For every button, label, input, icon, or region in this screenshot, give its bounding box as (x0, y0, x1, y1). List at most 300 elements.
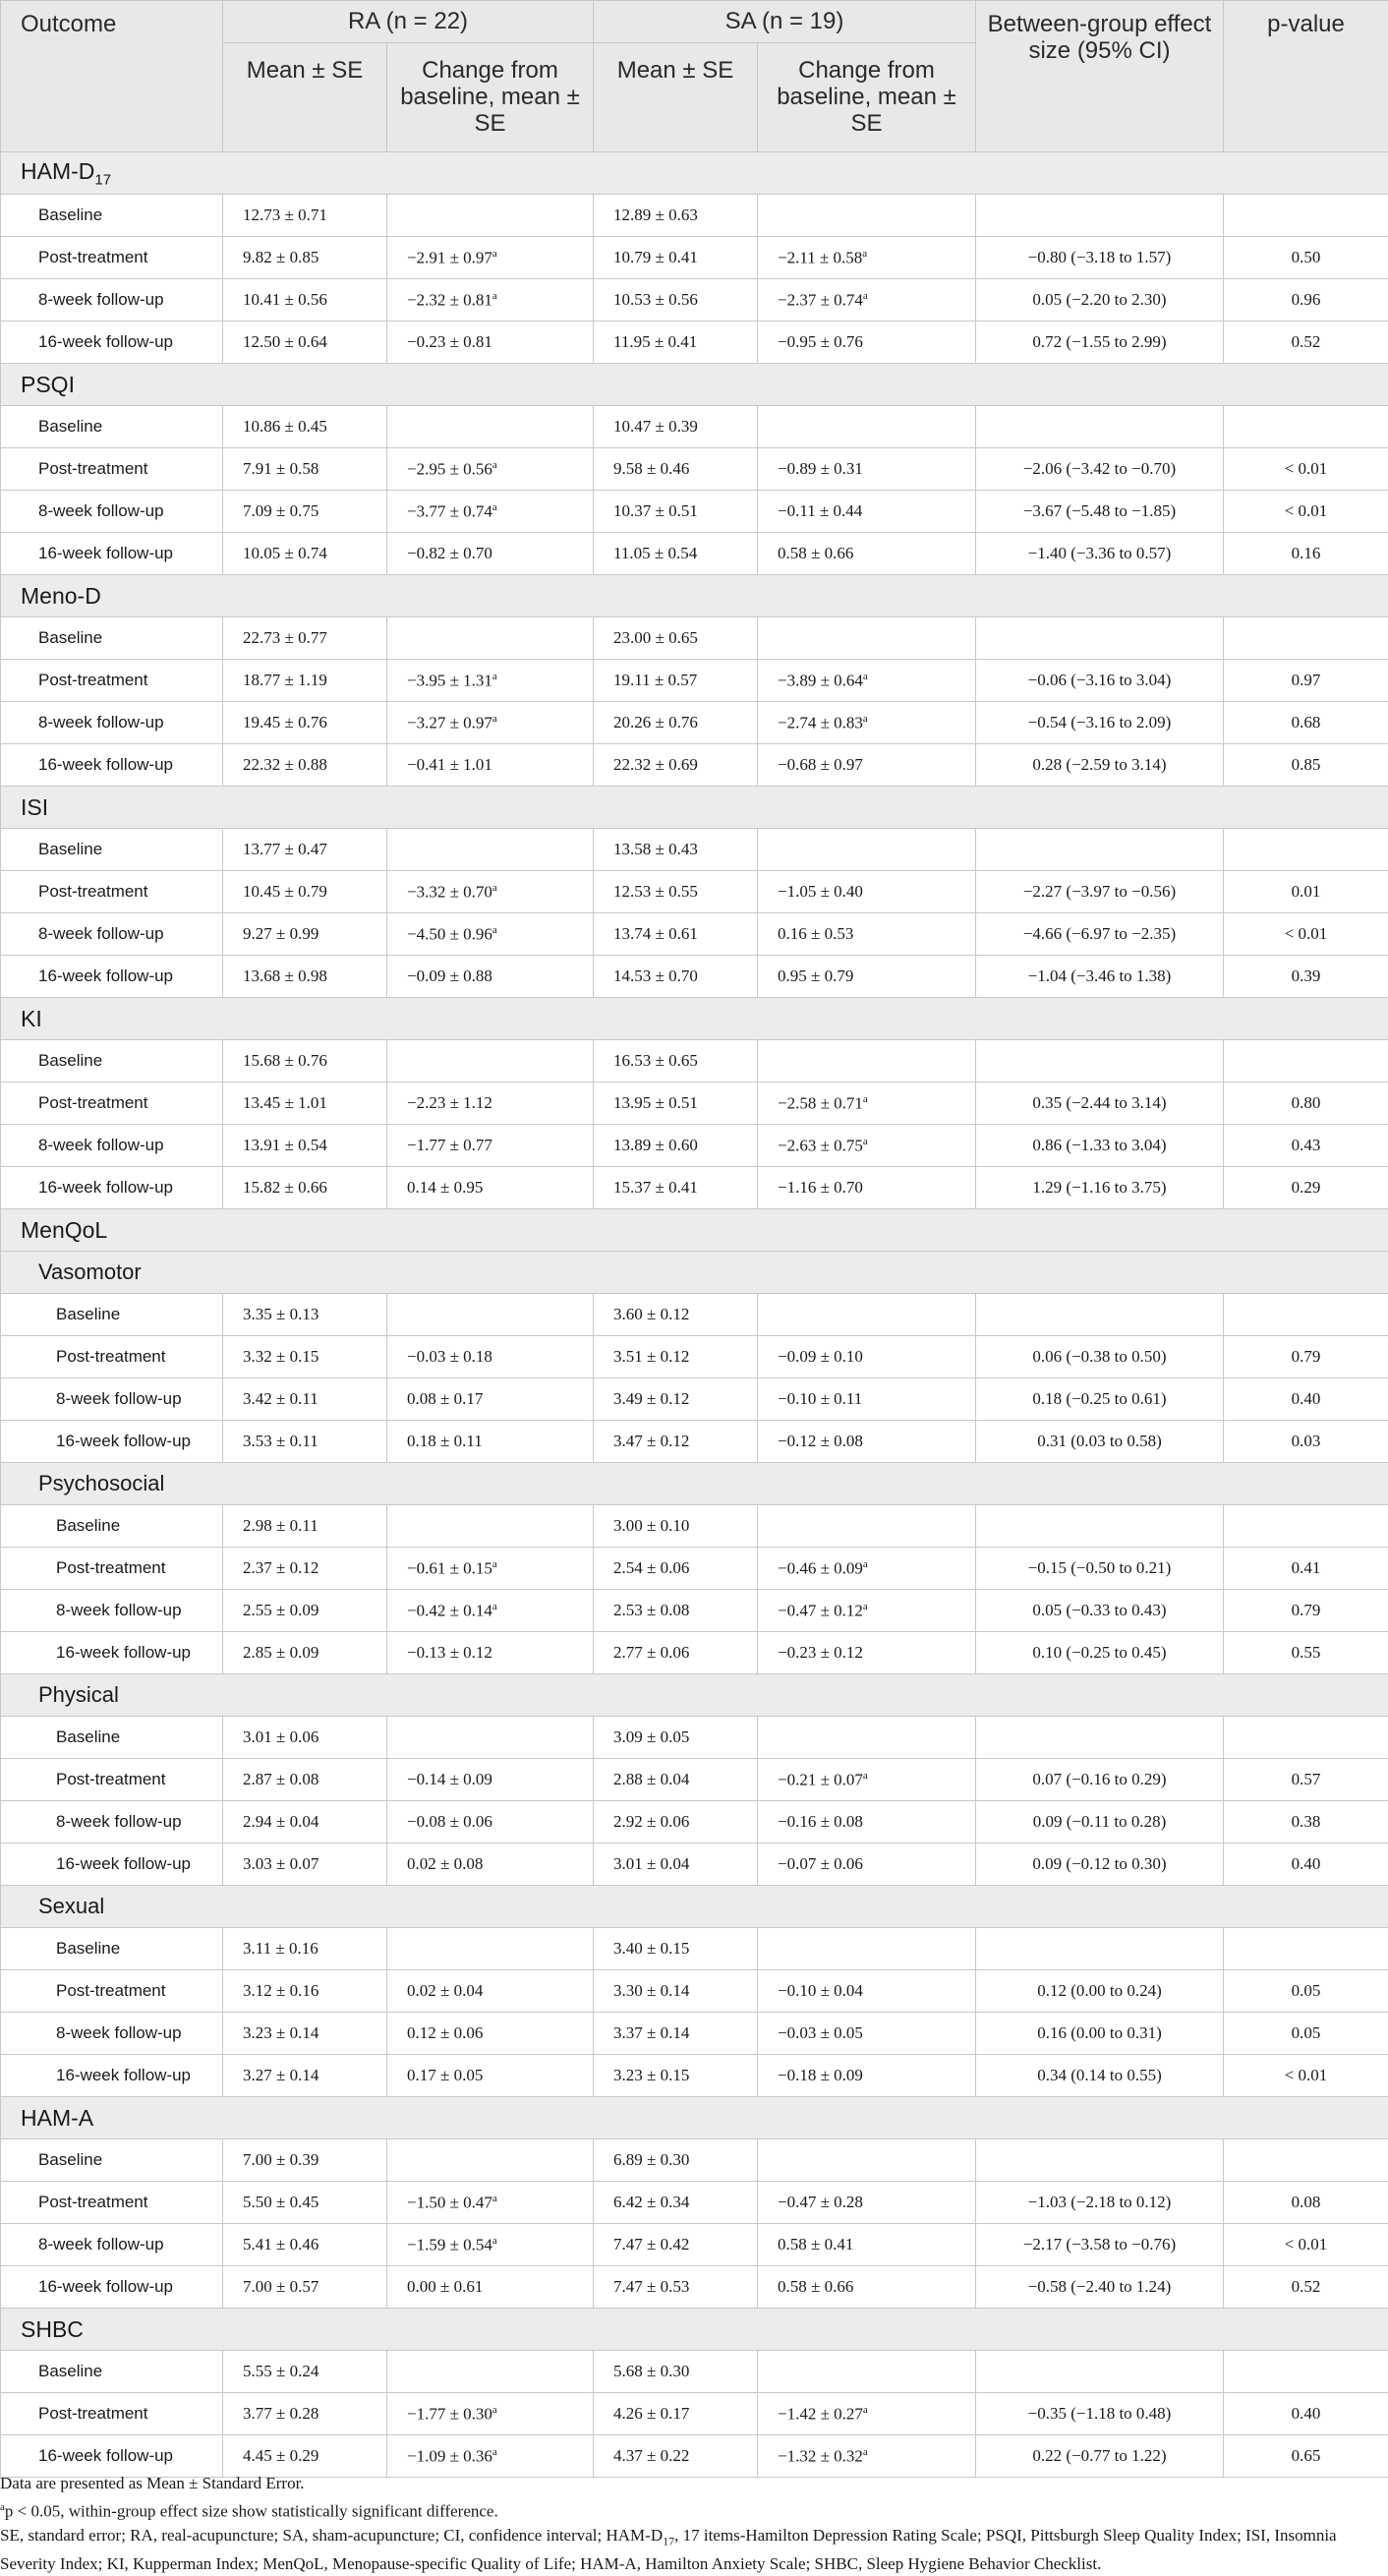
ra-change-cell: −0.14 ± 0.09 (387, 1759, 594, 1801)
sa-change-cell: −0.95 ± 0.76 (758, 322, 976, 364)
effect-size-cell: −2.17 (−3.58 to −0.76) (976, 2224, 1224, 2266)
ra-mean-cell: 2.55 ± 0.09 (223, 1590, 387, 1632)
table-row (1, 2013, 1388, 2055)
p-value-cell (1224, 1040, 1388, 1083)
table-row (1, 2182, 1388, 2224)
effect-size-cell: −2.06 (−3.42 to −0.70) (976, 448, 1224, 491)
table-row (1, 1590, 1388, 1632)
table-row (1, 1548, 1388, 1590)
sa-change-cell: −0.18 ± 0.09 (758, 2055, 976, 2097)
effect-size-cell: −0.58 (−2.40 to 1.24) (976, 2266, 1224, 2309)
timepoint-label: 16-week follow-up (1, 2055, 223, 2097)
timepoint-label: Baseline (1, 2139, 223, 2182)
ra-change-cell: −0.42 ± 0.14$^a$ (387, 1590, 594, 1632)
ra-mean-cell: 9.27 ± 0.99 (223, 913, 387, 956)
effect-size-cell (976, 1505, 1224, 1548)
header-ra-change: Change from baseline, mean ± SE (387, 43, 594, 152)
timepoint-label: 16-week follow-up (1, 2435, 223, 2478)
effect-size-cell (976, 1928, 1224, 1970)
sa-change-cell: −0.09 ± 0.10 (758, 1336, 976, 1378)
effect-size-cell: −4.66 (−6.97 to −2.35) (976, 913, 1224, 956)
ra-mean-cell: 7.00 ± 0.57 (223, 2266, 387, 2309)
effect-size-cell (976, 1040, 1224, 1083)
effect-size-cell: 0.86 (−1.33 to 3.04) (976, 1125, 1224, 1167)
section-title: HAM-A (1, 2097, 1388, 2139)
ra-change-cell: −0.23 ± 0.81 (387, 322, 594, 364)
timepoint-label: 8-week follow-up (1, 702, 223, 744)
section-title: MenQoL (1, 1209, 1388, 1252)
timepoint-label: Baseline (1, 406, 223, 448)
timepoint-label: Baseline (1, 2351, 223, 2393)
sa-change-cell: −0.21 ± 0.07$^a$ (758, 1759, 976, 1801)
ra-change-cell: 0.08 ± 0.17 (387, 1378, 594, 1421)
sa-mean-cell: 10.47 ± 0.39 (594, 406, 758, 448)
timepoint-label: Post-treatment (1, 1336, 223, 1378)
ra-mean-cell: 13.77 ± 0.47 (223, 829, 387, 871)
sa-change-cell (758, 1717, 976, 1759)
sa-mean-cell: 11.95 ± 0.41 (594, 322, 758, 364)
p-value-cell (1224, 1717, 1388, 1759)
effect-size-cell: 1.29 (−1.16 to 3.75) (976, 1167, 1224, 1209)
effect-size-cell: 0.35 (−2.44 to 3.14) (976, 1083, 1224, 1125)
sa-mean-cell: 23.00 ± 0.65 (594, 617, 758, 660)
effect-size-cell: 0.31 (0.03 to 0.58) (976, 1421, 1224, 1463)
sa-mean-cell: 2.88 ± 0.04 (594, 1759, 758, 1801)
ra-mean-cell: 3.42 ± 0.11 (223, 1378, 387, 1421)
ra-mean-cell: 9.82 ± 0.85 (223, 237, 387, 279)
p-value-cell (1224, 406, 1388, 448)
timepoint-label: 16-week follow-up (1, 1632, 223, 1674)
table-row (1, 1378, 1388, 1421)
p-value-cell: 0.68 (1224, 702, 1388, 744)
effect-size-cell: −0.15 (−0.50 to 0.21) (976, 1548, 1224, 1590)
p-value-cell: < 0.01 (1224, 2224, 1388, 2266)
effect-size-cell: −1.40 (−3.36 to 0.57) (976, 533, 1224, 575)
timepoint-label: Baseline (1, 1717, 223, 1759)
table-row (1, 956, 1388, 998)
section-title: Vasomotor (1, 1252, 1388, 1294)
timepoint-label: 16-week follow-up (1, 744, 223, 787)
timepoint-label: Baseline (1, 195, 223, 237)
sa-change-cell: −0.11 ± 0.44 (758, 491, 976, 533)
table-row (1, 2139, 1388, 2182)
sa-change-cell: −2.63 ± 0.75$^a$ (758, 1125, 976, 1167)
ra-mean-cell: 10.05 ± 0.74 (223, 533, 387, 575)
header-p-value: p-value (1224, 1, 1388, 152)
timepoint-label: Baseline (1, 829, 223, 871)
sa-change-cell: −2.58 ± 0.71$^a$ (758, 1083, 976, 1125)
table-row (1, 2224, 1388, 2266)
sa-change-cell: −3.89 ± 0.64$^a$ (758, 660, 976, 702)
p-value-cell: 0.41 (1224, 1548, 1388, 1590)
sa-mean-cell: 2.54 ± 0.06 (594, 1548, 758, 1590)
timepoint-label: Post-treatment (1, 1759, 223, 1801)
table-row (1, 322, 1388, 364)
sa-mean-cell: 3.40 ± 0.15 (594, 1928, 758, 1970)
sa-mean-cell: 4.26 ± 0.17 (594, 2393, 758, 2435)
sa-mean-cell: 3.00 ± 0.10 (594, 1505, 758, 1548)
sa-change-cell: −0.47 ± 0.12$^a$ (758, 1590, 976, 1632)
ra-change-cell (387, 1040, 594, 1083)
sa-mean-cell: 7.47 ± 0.53 (594, 2266, 758, 2309)
table-row (1, 1632, 1388, 1674)
sa-change-cell: −0.10 ± 0.11 (758, 1378, 976, 1421)
ra-change-cell: −0.61 ± 0.15$^a$ (387, 1548, 594, 1590)
ra-change-cell: −3.77 ± 0.74$^a$ (387, 491, 594, 533)
sa-change-cell: −0.47 ± 0.28 (758, 2182, 976, 2224)
table-row (1, 406, 1388, 448)
p-value-cell: 0.96 (1224, 279, 1388, 322)
sa-change-cell (758, 2351, 976, 2393)
ra-change-cell: −2.32 ± 0.81$^a$ (387, 279, 594, 322)
sa-mean-cell: 13.74 ± 0.61 (594, 913, 758, 956)
sa-change-cell: −0.46 ± 0.09$^a$ (758, 1548, 976, 1590)
timepoint-label: 8-week follow-up (1, 1125, 223, 1167)
section-header-row (1, 1674, 1388, 1717)
timepoint-label: Post-treatment (1, 1548, 223, 1590)
sa-mean-cell: 3.09 ± 0.05 (594, 1717, 758, 1759)
ra-change-cell (387, 195, 594, 237)
ra-change-cell: −1.77 ± 0.30$^a$ (387, 2393, 594, 2435)
p-value-cell: 0.85 (1224, 744, 1388, 787)
ra-mean-cell: 10.41 ± 0.56 (223, 279, 387, 322)
table-row (1, 1125, 1388, 1167)
p-value-cell: < 0.01 (1224, 491, 1388, 533)
ra-change-cell: −0.08 ± 0.06 (387, 1801, 594, 1844)
sa-mean-cell: 13.58 ± 0.43 (594, 829, 758, 871)
sa-change-cell: −1.32 ± 0.32$^a$ (758, 2435, 976, 2478)
timepoint-label: 16-week follow-up (1, 322, 223, 364)
effect-size-cell: −0.54 (−3.16 to 2.09) (976, 702, 1224, 744)
section-header-row (1, 2097, 1388, 2139)
sa-mean-cell: 3.23 ± 0.15 (594, 2055, 758, 2097)
timepoint-label: 8-week follow-up (1, 279, 223, 322)
timepoint-label: Post-treatment (1, 2393, 223, 2435)
sa-mean-cell: 12.53 ± 0.55 (594, 871, 758, 913)
ra-change-cell: 0.00 ± 0.61 (387, 2266, 594, 2309)
ra-mean-cell: 5.50 ± 0.45 (223, 2182, 387, 2224)
ra-change-cell: −3.27 ± 0.97$^a$ (387, 702, 594, 744)
effect-size-cell (976, 406, 1224, 448)
p-value-cell: 0.40 (1224, 1378, 1388, 1421)
sa-change-cell: −0.12 ± 0.08 (758, 1421, 976, 1463)
ra-change-cell (387, 2351, 594, 2393)
table-row (1, 491, 1388, 533)
effect-size-cell: −1.04 (−3.46 to 1.38) (976, 956, 1224, 998)
ra-change-cell: −1.50 ± 0.47$^a$ (387, 2182, 594, 2224)
effect-size-cell: −3.67 (−5.48 to −1.85) (976, 491, 1224, 533)
ra-change-cell (387, 1717, 594, 1759)
p-value-cell: 0.55 (1224, 1632, 1388, 1674)
timepoint-label: 8-week follow-up (1, 2224, 223, 2266)
timepoint-label: Baseline (1, 1928, 223, 1970)
ra-mean-cell: 13.91 ± 0.54 (223, 1125, 387, 1167)
section-title: KI (1, 998, 1388, 1040)
sa-mean-cell: 6.89 ± 0.30 (594, 2139, 758, 2182)
timepoint-label: Post-treatment (1, 2182, 223, 2224)
ra-change-cell: −1.77 ± 0.77 (387, 1125, 594, 1167)
sa-mean-cell: 6.42 ± 0.34 (594, 2182, 758, 2224)
ra-mean-cell: 13.68 ± 0.98 (223, 956, 387, 998)
sa-mean-cell: 10.37 ± 0.51 (594, 491, 758, 533)
sa-mean-cell: 13.89 ± 0.60 (594, 1125, 758, 1167)
ra-mean-cell: 3.53 ± 0.11 (223, 1421, 387, 1463)
timepoint-label: Post-treatment (1, 660, 223, 702)
section-title: Meno-D (1, 575, 1388, 617)
section-title: Physical (1, 1674, 1388, 1717)
p-value-cell: 0.80 (1224, 1083, 1388, 1125)
timepoint-label: Baseline (1, 1505, 223, 1548)
timepoint-label: 8-week follow-up (1, 2013, 223, 2055)
header-sa-group (594, 1, 976, 43)
table-row (1, 1970, 1388, 2013)
table-row (1, 702, 1388, 744)
sa-change-cell: −0.89 ± 0.31 (758, 448, 976, 491)
table-row (1, 1928, 1388, 1970)
ra-change-cell: −2.23 ± 1.12 (387, 1083, 594, 1125)
timepoint-label: 8-week follow-up (1, 913, 223, 956)
effect-size-cell: 0.16 (0.00 to 0.31) (976, 2013, 1224, 2055)
section-header-row (1, 787, 1388, 829)
sa-change-cell: 0.58 ± 0.66 (758, 2266, 976, 2309)
ra-change-cell (387, 1928, 594, 1970)
ra-mean-cell: 2.98 ± 0.11 (223, 1505, 387, 1548)
sa-change-cell: −0.68 ± 0.97 (758, 744, 976, 787)
section-header-row (1, 1463, 1388, 1505)
p-value-cell: 0.08 (1224, 2182, 1388, 2224)
p-value-cell: < 0.01 (1224, 913, 1388, 956)
effect-size-cell (976, 195, 1224, 237)
table-row (1, 871, 1388, 913)
sa-change-cell: −0.23 ± 0.12 (758, 1632, 976, 1674)
ra-change-cell: 0.18 ± 0.11 (387, 1421, 594, 1463)
timepoint-label: Baseline (1, 1294, 223, 1336)
ra-change-cell: −0.82 ± 0.70 (387, 533, 594, 575)
effect-size-cell: 0.09 (−0.12 to 0.30) (976, 1844, 1224, 1886)
effect-size-cell (976, 1294, 1224, 1336)
timepoint-label: 16-week follow-up (1, 1167, 223, 1209)
ra-mean-cell: 2.85 ± 0.09 (223, 1632, 387, 1674)
table-row (1, 1336, 1388, 1378)
timepoint-label: 16-week follow-up (1, 2266, 223, 2309)
timepoint-label: 16-week follow-up (1, 1421, 223, 1463)
p-value-cell: 0.57 (1224, 1759, 1388, 1801)
timepoint-label: Post-treatment (1, 1970, 223, 2013)
sa-change-cell: −2.37 ± 0.74$^a$ (758, 279, 976, 322)
p-value-cell: 0.79 (1224, 1336, 1388, 1378)
ra-change-cell (387, 2139, 594, 2182)
table-row (1, 2351, 1388, 2393)
table-row (1, 448, 1388, 491)
ra-change-cell: −0.13 ± 0.12 (387, 1632, 594, 1674)
p-value-cell (1224, 829, 1388, 871)
ra-mean-cell: 2.87 ± 0.08 (223, 1759, 387, 1801)
section-title: HAM-$D_{17}$ (1, 152, 1388, 195)
sa-mean-cell: 3.01 ± 0.04 (594, 1844, 758, 1886)
ra-change-cell: −1.09 ± 0.36$^a$ (387, 2435, 594, 2478)
sa-mean-cell: 9.58 ± 0.46 (594, 448, 758, 491)
ra-change-cell: −0.09 ± 0.88 (387, 956, 594, 998)
p-value-cell (1224, 1294, 1388, 1336)
p-value-cell: 0.29 (1224, 1167, 1388, 1209)
effect-size-cell (976, 2139, 1224, 2182)
effect-size-cell: −2.27 (−3.97 to −0.56) (976, 871, 1224, 913)
effect-size-cell (976, 617, 1224, 660)
sa-change-cell (758, 1294, 976, 1336)
effect-size-cell: −0.06 (−3.16 to 3.04) (976, 660, 1224, 702)
effect-size-cell: 0.72 (−1.55 to 2.99) (976, 322, 1224, 364)
p-value-cell: < 0.01 (1224, 448, 1388, 491)
ra-mean-cell: 12.73 ± 0.71 (223, 195, 387, 237)
sa-mean-cell: 11.05 ± 0.54 (594, 533, 758, 575)
table-footnotes (0, 2472, 1388, 2576)
p-value-cell: 0.38 (1224, 1801, 1388, 1844)
ra-mean-cell: 2.37 ± 0.12 (223, 1548, 387, 1590)
ra-mean-cell: 3.77 ± 0.28 (223, 2393, 387, 2435)
ra-mean-cell: 22.73 ± 0.77 (223, 617, 387, 660)
sa-change-cell (758, 406, 976, 448)
ra-change-cell: −3.32 ± 0.70$^a$ (387, 871, 594, 913)
sa-mean-cell: 2.77 ± 0.06 (594, 1632, 758, 1674)
sa-mean-cell: 4.37 ± 0.22 (594, 2435, 758, 2478)
table-row (1, 1505, 1388, 1548)
sa-change-cell: 0.16 ± 0.53 (758, 913, 976, 956)
table-row (1, 829, 1388, 871)
ra-mean-cell: 7.91 ± 0.58 (223, 448, 387, 491)
ra-change-cell: −2.95 ± 0.56$^a$ (387, 448, 594, 491)
sa-mean-cell: 10.53 ± 0.56 (594, 279, 758, 322)
header-between-group: Between-group effect size (95% CI) (976, 1, 1224, 152)
sa-mean-cell: 22.32 ± 0.69 (594, 744, 758, 787)
table-row (1, 1421, 1388, 1463)
p-value-cell: 0.39 (1224, 956, 1388, 998)
effect-size-cell: 0.10 (−0.25 to 0.45) (976, 1632, 1224, 1674)
sa-mean-cell: 3.37 ± 0.14 (594, 2013, 758, 2055)
ra-change-cell: 0.02 ± 0.08 (387, 1844, 594, 1886)
footnote-abbreviations: SE, standard error; RA, real-acupuncture; SA, sham-acupuncture; CI, confidence interval; HAM-$D_{17}$, 17 items-Hamilton Depression Rating Scale; PSQI, Pittsburgh Sleep Quality Index; ISI, Insomnia Severity Index; KI, Kupperman Index; MenQoL, Menopause-specific Quality of Life; HAM-A, Hamilton Anxiety Scale; SHBC, Sleep Hygiene Behavior Checklist. (0, 2524, 1388, 2576)
p-value-cell: 0.40 (1224, 1844, 1388, 1886)
sa-mean-cell: 2.53 ± 0.08 (594, 1590, 758, 1632)
section-header-row (1, 1252, 1388, 1294)
section-title: Sexual (1, 1886, 1388, 1928)
table-row (1, 1040, 1388, 1083)
p-value-cell: < 0.01 (1224, 2055, 1388, 2097)
effect-size-cell: 0.07 (−0.16 to 0.29) (976, 1759, 1224, 1801)
p-value-cell (1224, 195, 1388, 237)
table-row (1, 237, 1388, 279)
ra-change-cell: 0.17 ± 0.05 (387, 2055, 594, 2097)
ra-change-cell: −3.95 ± 1.31$^a$ (387, 660, 594, 702)
ra-change-cell: −1.59 ± 0.54$^a$ (387, 2224, 594, 2266)
timepoint-label: Post-treatment (1, 237, 223, 279)
sa-change-cell: −2.11 ± 0.58$^a$ (758, 237, 976, 279)
ra-group-label: RA (n = 22) (348, 8, 468, 34)
sa-mean-cell: 19.11 ± 0.57 (594, 660, 758, 702)
p-value-cell: 0.01 (1224, 871, 1388, 913)
table-row (1, 660, 1388, 702)
sa-change-cell: −1.16 ± 0.70 (758, 1167, 976, 1209)
footnote-data-note: Data are presented as Mean ± Standard Error. (0, 2472, 1388, 2495)
ra-change-cell: 0.12 ± 0.06 (387, 2013, 594, 2055)
p-value-cell: 0.05 (1224, 1970, 1388, 2013)
p-value-cell (1224, 2351, 1388, 2393)
section-header-row (1, 1886, 1388, 1928)
effect-size-cell: 0.05 (−0.33 to 0.43) (976, 1590, 1224, 1632)
p-value-cell: 0.40 (1224, 2393, 1388, 2435)
ra-mean-cell: 22.32 ± 0.88 (223, 744, 387, 787)
ra-change-cell (387, 1294, 594, 1336)
effect-size-cell (976, 1717, 1224, 1759)
effect-size-cell: 0.05 (−2.20 to 2.30) (976, 279, 1224, 322)
timepoint-label: 8-week follow-up (1, 1378, 223, 1421)
effect-size-cell: 0.28 (−2.59 to 3.14) (976, 744, 1224, 787)
effect-size-cell: 0.22 (−0.77 to 1.22) (976, 2435, 1224, 2478)
ra-mean-cell: 15.68 ± 0.76 (223, 1040, 387, 1083)
table-row (1, 2266, 1388, 2309)
sa-change-cell: −1.42 ± 0.27$^a$ (758, 2393, 976, 2435)
sa-change-cell: −1.05 ± 0.40 (758, 871, 976, 913)
ra-mean-cell: 5.41 ± 0.46 (223, 2224, 387, 2266)
header-sa-mean: Mean ± SE (594, 43, 758, 152)
ra-mean-cell: 3.32 ± 0.15 (223, 1336, 387, 1378)
section-header-row (1, 575, 1388, 617)
section-title: PSQI (1, 364, 1388, 406)
ra-change-cell (387, 829, 594, 871)
sa-mean-cell: 10.79 ± 0.41 (594, 237, 758, 279)
header-ra-mean: Mean ± SE (223, 43, 387, 152)
ra-mean-cell: 7.09 ± 0.75 (223, 491, 387, 533)
ra-change-cell (387, 617, 594, 660)
timepoint-label: 16-week follow-up (1, 956, 223, 998)
sa-mean-cell: 14.53 ± 0.70 (594, 956, 758, 998)
table-row (1, 533, 1388, 575)
table-row (1, 1294, 1388, 1336)
header-sa-change: Change from baseline, mean ± SE (758, 43, 976, 152)
p-value-cell: 0.05 (1224, 2013, 1388, 2055)
timepoint-label: Baseline (1, 1040, 223, 1083)
header-outcome: Outcome (1, 1, 223, 152)
table-row (1, 1801, 1388, 1844)
ra-change-cell (387, 1505, 594, 1548)
effect-size-cell: −1.03 (−2.18 to 0.12) (976, 2182, 1224, 2224)
p-value-cell: 0.52 (1224, 322, 1388, 364)
timepoint-label: 16-week follow-up (1, 1844, 223, 1886)
sa-mean-cell: 3.51 ± 0.12 (594, 1336, 758, 1378)
sa-change-cell: 0.58 ± 0.41 (758, 2224, 976, 2266)
sa-change-cell (758, 617, 976, 660)
sa-change-cell: −0.10 ± 0.04 (758, 1970, 976, 2013)
table-row (1, 1759, 1388, 1801)
p-value-cell (1224, 2139, 1388, 2182)
effect-size-cell (976, 2351, 1224, 2393)
ra-mean-cell: 3.35 ± 0.13 (223, 1294, 387, 1336)
sa-mean-cell: 7.47 ± 0.42 (594, 2224, 758, 2266)
ra-mean-cell: 13.45 ± 1.01 (223, 1083, 387, 1125)
effect-size-cell: −0.35 (−1.18 to 0.48) (976, 2393, 1224, 2435)
p-value-cell (1224, 617, 1388, 660)
timepoint-label: Post-treatment (1, 871, 223, 913)
sa-mean-cell: 12.89 ± 0.63 (594, 195, 758, 237)
ra-mean-cell: 15.82 ± 0.66 (223, 1167, 387, 1209)
table-row (1, 1167, 1388, 1209)
table-row (1, 279, 1388, 322)
sa-change-cell (758, 1040, 976, 1083)
sa-change-cell (758, 2139, 976, 2182)
p-value-cell (1224, 1505, 1388, 1548)
ra-mean-cell: 2.94 ± 0.04 (223, 1801, 387, 1844)
ra-mean-cell: 10.45 ± 0.79 (223, 871, 387, 913)
table-row (1, 195, 1388, 237)
